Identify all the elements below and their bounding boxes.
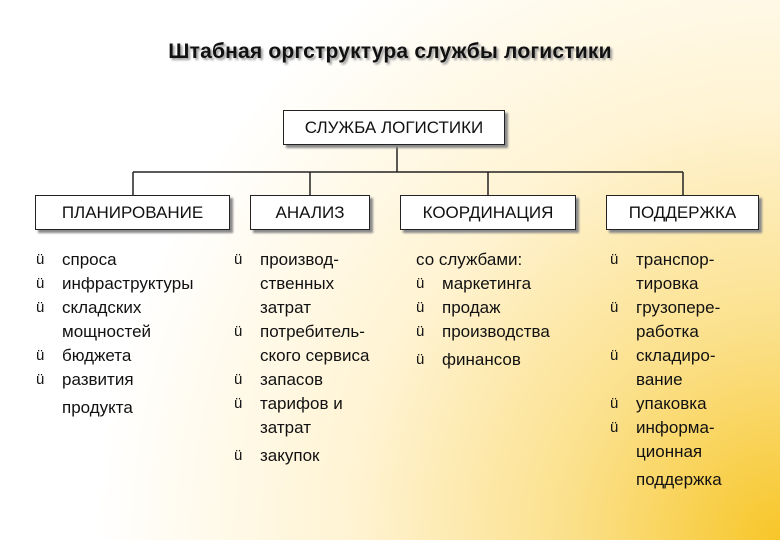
- checkmark-icon: ü: [36, 275, 45, 292]
- checkmark-icon: ü: [610, 347, 619, 364]
- list-item: ционная: [636, 442, 703, 461]
- planning-box: ПЛАНИРОВАНИЕ: [35, 195, 230, 230]
- list-item: ü информа-: [610, 416, 722, 440]
- list-item: ü маркетинга: [416, 272, 550, 296]
- support-box: ПОДДЕРЖКА: [606, 195, 759, 230]
- checkmark-icon: ü: [36, 299, 45, 316]
- coordination-box: КООРДИНАЦИЯ: [400, 195, 576, 230]
- list-item: работка: [636, 322, 699, 341]
- list-item: ü складиро-: [610, 344, 722, 368]
- checkmark-icon: ü: [416, 275, 425, 292]
- checkmark-icon: ü: [36, 347, 45, 364]
- support-list: [610, 248, 722, 492]
- checkmark-icon: ü: [610, 419, 619, 436]
- planning-list: [36, 248, 193, 420]
- root-box: СЛУЖБА ЛОГИСТИКИ: [283, 110, 505, 145]
- checkmark-icon: ü: [610, 395, 619, 412]
- diagram-title: Штабная оргструктура службы логистики: [168, 40, 612, 63]
- checkmark-icon: ü: [36, 371, 45, 388]
- list-item: ü грузопере-: [610, 296, 722, 320]
- list-item: продукта: [62, 398, 133, 417]
- checkmark-icon: ü: [234, 323, 243, 340]
- list-item: ü закупок: [234, 444, 369, 468]
- checkmark-icon: ü: [234, 395, 243, 412]
- coordination-intro: со службами:: [416, 250, 523, 269]
- list-item: мощностей: [62, 322, 152, 341]
- list-item: ского сервиса: [260, 346, 370, 365]
- list-item: ü тарифов и: [234, 392, 369, 416]
- list-item: ственных: [260, 274, 335, 293]
- checkmark-icon: ü: [234, 251, 243, 268]
- list-item: ü финансов: [416, 348, 550, 372]
- list-item: ü бюджета: [36, 344, 193, 368]
- list-item: ü производ-: [234, 248, 369, 272]
- list-item: ü складских: [36, 296, 193, 320]
- list-item: поддержка: [636, 470, 722, 489]
- checkmark-icon: ü: [36, 251, 45, 268]
- coordination-list: [416, 272, 550, 372]
- list-item: ü потребитель-: [234, 320, 369, 344]
- checkmark-icon: ü: [416, 299, 425, 316]
- list-item: ü инфраструктуры: [36, 272, 193, 296]
- list-item: ü упаковка: [610, 392, 722, 416]
- checkmark-icon: ü: [416, 351, 425, 368]
- checkmark-icon: ü: [610, 299, 619, 316]
- analysis-list: [234, 248, 369, 468]
- checkmark-icon: ü: [416, 323, 425, 340]
- list-item: затрат: [260, 418, 311, 437]
- analysis-box: АНАЛИЗ: [250, 195, 370, 230]
- list-item: ü производства: [416, 320, 550, 344]
- list-item: ü транспор-: [610, 248, 722, 272]
- checkmark-icon: ü: [234, 447, 243, 464]
- checkmark-icon: ü: [610, 251, 619, 268]
- list-item: ü развития: [36, 368, 193, 392]
- list-item: вание: [636, 370, 683, 389]
- checkmark-icon: ü: [234, 371, 243, 388]
- list-item: тировка: [636, 274, 699, 293]
- list-item: затрат: [260, 298, 311, 317]
- list-item: ü запасов: [234, 368, 369, 392]
- list-item: ü спроса: [36, 248, 193, 272]
- list-item: ü продаж: [416, 296, 550, 320]
